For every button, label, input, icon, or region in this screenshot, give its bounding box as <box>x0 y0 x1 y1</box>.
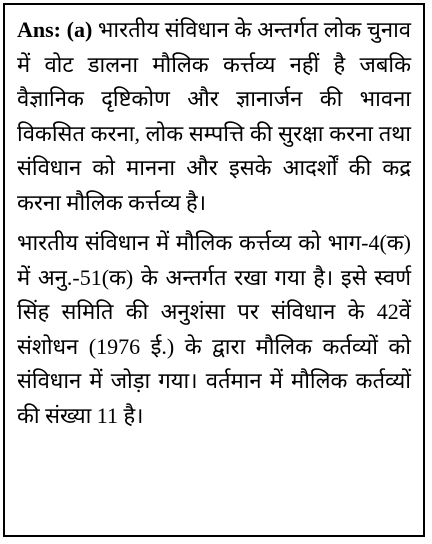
answer-text-1: भारतीय संविधान के अन्तर्गत लोक चुनाव में वोट डालना मौलिक कर्त्तव्य नहीं है जबकि वैज्ञानिक दृष्टिकोण और ज्ञानार्जन की भावना विकसित करना, लोक सम्पत्ति की सुरक्षा करना तथा संविधान को मानना और इसके आदर्शों की कद्र करना मौलिक कर्त्तव्य है। <box>17 17 412 215</box>
answer-paragraph-2 <box>17 226 411 433</box>
answer-label: Ans: (a) <box>17 17 93 42</box>
answer-text-2: भारतीय संविधान में मौलिक कर्त्तव्य को भाग-4(क) में अनु.-51(क) के अन्तर्गत रखा गया है। इसे स्वर्ण सिंह समिति की अनुशंसा पर संविधान के 42वें संशोधन (1976 ई.) के द्वारा मौलिक कर्तव्यों को संविधान में जोड़ा गया। वर्तमान में मौलिक कर्तव्यों की संख्या 11 है। <box>17 230 411 428</box>
answer-paragraph-1 <box>17 13 411 220</box>
answer-box <box>3 3 425 537</box>
